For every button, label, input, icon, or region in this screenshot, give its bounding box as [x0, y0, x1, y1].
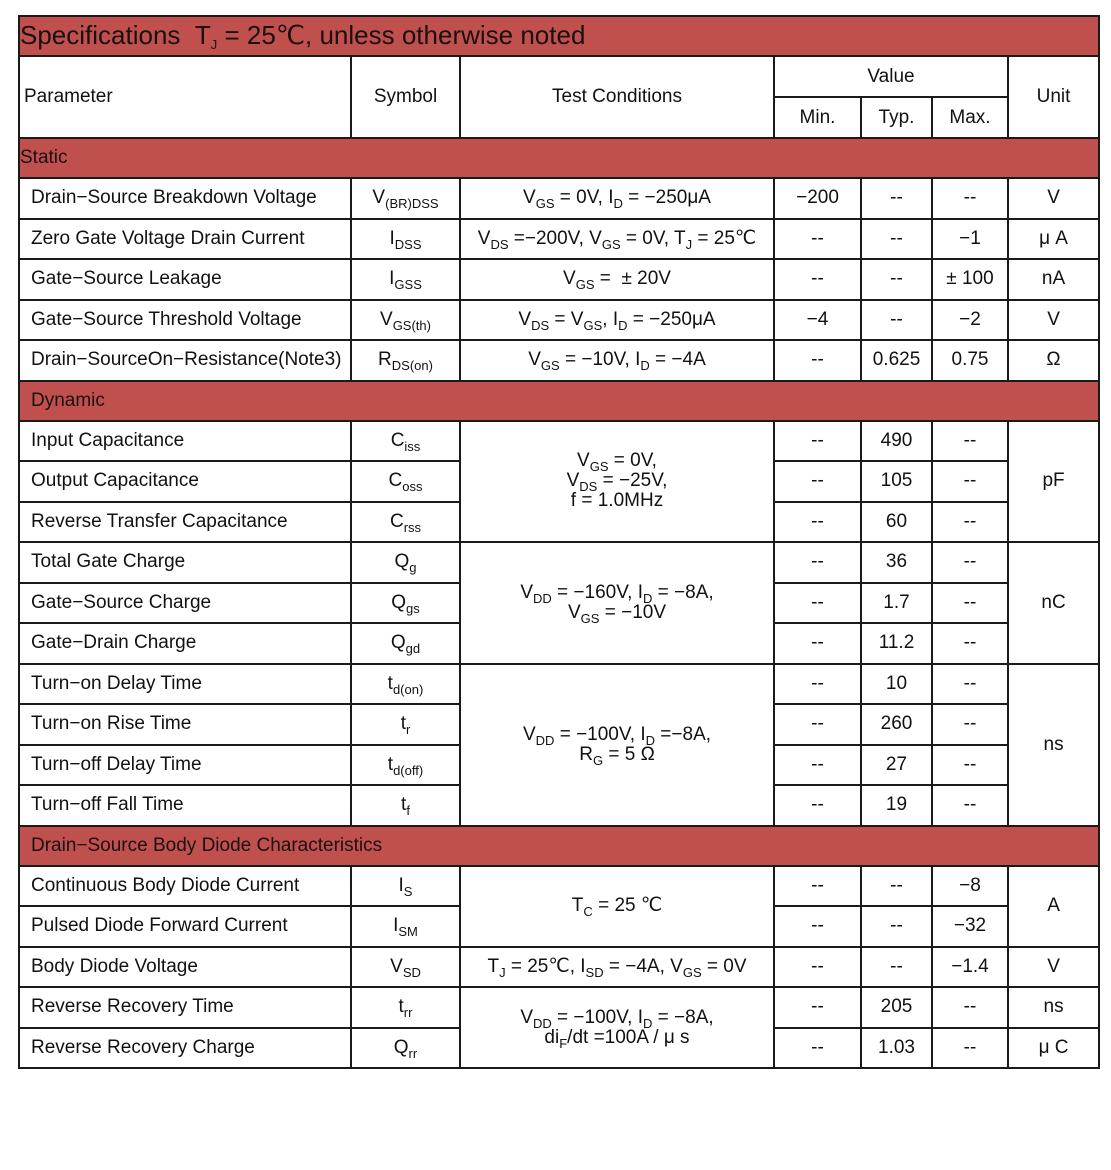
symbol-cell: $I_{GSS}$: [351, 259, 460, 300]
table-row: [19, 421, 1099, 462]
unit-cell: ns: [1008, 987, 1099, 1028]
parameter-cell: Turn−off Fall Time: [19, 785, 351, 826]
parameter-cell: Turn−on Delay Time: [19, 664, 351, 705]
typ-cell: 105: [861, 461, 932, 502]
header-row-top: [19, 56, 1099, 97]
section-body-diode: [19, 826, 1099, 866]
typ-cell: 205: [861, 987, 932, 1028]
parameter-cell: Continuous Body Diode Current: [19, 866, 351, 907]
typ-cell: --: [861, 866, 932, 907]
min-cell: --: [774, 461, 861, 502]
parameter-cell: Reverse Recovery Charge: [19, 1028, 351, 1069]
symbol-cell: $C_{iss}$: [351, 421, 460, 462]
max-cell: --: [932, 461, 1008, 502]
header-min: Min.: [774, 97, 861, 138]
max-cell: --: [932, 421, 1008, 462]
table-row: [19, 178, 1099, 219]
table-row: [19, 947, 1099, 988]
parameter-cell: Turn−off Delay Time: [19, 745, 351, 786]
table-row: [19, 542, 1099, 583]
symbol-cell: $t_{rr}$: [351, 987, 460, 1028]
parameter-cell: Input Capacitance: [19, 421, 351, 462]
max-cell: −32: [932, 906, 1008, 947]
unit-cell: V: [1008, 300, 1099, 341]
table-row: [19, 259, 1099, 300]
header-symbol: Symbol: [351, 56, 460, 138]
max-cell: --: [932, 745, 1008, 786]
parameter-cell: Reverse Recovery Time: [19, 987, 351, 1028]
max-cell: --: [932, 623, 1008, 664]
parameter-cell: Total Gate Charge: [19, 542, 351, 583]
min-cell: --: [774, 704, 861, 745]
unit-cell: nA: [1008, 259, 1099, 300]
typ-cell: --: [861, 178, 932, 219]
header-unit: Unit: [1008, 56, 1099, 138]
max-cell: −8: [932, 866, 1008, 907]
symbol-cell: $t_{d(off)}$: [351, 745, 460, 786]
min-cell: --: [774, 1028, 861, 1069]
parameter-cell: Zero Gate Voltage Drain Current: [19, 219, 351, 260]
header-parameter: Parameter: [19, 56, 351, 138]
unit-cell-switching: ns: [1008, 664, 1099, 826]
max-cell: --: [932, 785, 1008, 826]
typ-cell: --: [861, 300, 932, 341]
symbol-cell: $t_{d(on)}$: [351, 664, 460, 705]
section-dynamic-label: Dynamic: [19, 381, 1099, 421]
typ-cell: 1.03: [861, 1028, 932, 1069]
test-condition-cell: $V_{GS}$ = ± 20V: [460, 259, 774, 300]
specifications-table: [18, 15, 1100, 1069]
unit-cell-charge: nC: [1008, 542, 1099, 664]
min-cell: --: [774, 906, 861, 947]
table-row: [19, 340, 1099, 381]
header-test-conditions: Test Conditions: [460, 56, 774, 138]
symbol-cell: $V_{SD}$: [351, 947, 460, 988]
table-title: [19, 16, 1099, 56]
test-condition-cell: $V_{GS} = -10V$, $I_D = -4A$: [460, 340, 774, 381]
test-condition-cell: $V_{GS} = 0V$, $I_D = -250\mu A$: [460, 178, 774, 219]
max-cell: --: [932, 1028, 1008, 1069]
parameter-cell: Turn−on Rise Time: [19, 704, 351, 745]
header-typ: Typ.: [861, 97, 932, 138]
symbol-cell: $C_{rss}$: [351, 502, 460, 543]
parameter-cell: Drain−Source Breakdown Voltage: [19, 178, 351, 219]
test-condition-diode-current: $T_C = 25$ ℃: [460, 866, 774, 947]
typ-cell: 10: [861, 664, 932, 705]
parameter-cell: Reverse Transfer Capacitance: [19, 502, 351, 543]
test-condition-diode-voltage: $T_J$ = 25℃, $I_{SD} = -4A$, $V_{GS} = 0V$: [460, 947, 774, 988]
typ-cell: 1.7: [861, 583, 932, 624]
symbol-cell: $V_{GS(th)}$: [351, 300, 460, 341]
min-cell: --: [774, 866, 861, 907]
test-condition-charge: $V_{DD} = -160V$, $I_D = -8A$, $V_{GS} = -10V$: [460, 542, 774, 664]
test-condition-switching: $V_{DD} = -100V$, $I_D =-8A$, $R_G = 5$ Ω: [460, 664, 774, 826]
max-cell: --: [932, 704, 1008, 745]
title-main: Specifications: [20, 20, 181, 51]
parameter-cell: Gate−Source Charge: [19, 583, 351, 624]
max-cell: −1: [932, 219, 1008, 260]
typ-cell: 490: [861, 421, 932, 462]
min-cell: −4: [774, 300, 861, 341]
unit-cell: μ C: [1008, 1028, 1099, 1069]
header-max: Max.: [932, 97, 1008, 138]
parameter-cell: Gate−Drain Charge: [19, 623, 351, 664]
test-condition-cell: $V_{DS} =-200V$, $V_{GS} = 0V$, $T_J$ = 25℃: [460, 219, 774, 260]
min-cell: --: [774, 947, 861, 988]
max-cell: ± 100: [932, 259, 1008, 300]
typ-cell: 260: [861, 704, 932, 745]
min-cell: --: [774, 421, 861, 462]
unit-cell: μ A: [1008, 219, 1099, 260]
parameter-cell: Output Capacitance: [19, 461, 351, 502]
min-cell: --: [774, 623, 861, 664]
min-cell: --: [774, 340, 861, 381]
max-cell: --: [932, 502, 1008, 543]
min-cell: --: [774, 259, 861, 300]
min-cell: --: [774, 542, 861, 583]
header-value: Value: [774, 56, 1008, 97]
section-static-label: Static: [19, 138, 1099, 178]
symbol-cell: $Q_g$: [351, 542, 460, 583]
max-cell: −1.4: [932, 947, 1008, 988]
min-cell: --: [774, 583, 861, 624]
parameter-cell: Gate−Source Leakage: [19, 259, 351, 300]
section-static: [19, 138, 1099, 178]
symbol-cell: $t_r$: [351, 704, 460, 745]
min-cell: --: [774, 219, 861, 260]
symbol-cell: $R_{DS(on)}$: [351, 340, 460, 381]
typ-cell: 36: [861, 542, 932, 583]
unit-cell: V: [1008, 947, 1099, 988]
symbol-cell: $I_{DSS}$: [351, 219, 460, 260]
symbol-cell: $Q_{rr}$: [351, 1028, 460, 1069]
typ-cell: 27: [861, 745, 932, 786]
symbol-cell: $Q_{gs}$: [351, 583, 460, 624]
typ-cell: --: [861, 906, 932, 947]
parameter-cell: Body Diode Voltage: [19, 947, 351, 988]
symbol-cell: $C_{oss}$: [351, 461, 460, 502]
title-condition: $T_J$ = 25℃, unless otherwise noted: [194, 20, 586, 53]
unit-cell-diode-current: A: [1008, 866, 1099, 947]
table-row: [19, 866, 1099, 907]
parameter-cell: Pulsed Diode Forward Current: [19, 906, 351, 947]
symbol-cell: $I_{SM}$: [351, 906, 460, 947]
section-dynamic: [19, 381, 1099, 421]
typ-cell: 0.625: [861, 340, 932, 381]
table-row: [19, 219, 1099, 260]
min-cell: −200: [774, 178, 861, 219]
typ-cell: --: [861, 219, 932, 260]
typ-cell: --: [861, 259, 932, 300]
symbol-cell: $V_{(BR)DSS}$: [351, 178, 460, 219]
table-row: [19, 987, 1099, 1028]
table-title-row: [19, 16, 1099, 56]
max-cell: --: [932, 987, 1008, 1028]
min-cell: --: [774, 664, 861, 705]
max-cell: --: [932, 542, 1008, 583]
typ-cell: 60: [861, 502, 932, 543]
max-cell: --: [932, 178, 1008, 219]
min-cell: --: [774, 987, 861, 1028]
test-condition-cell: $V_{DS} = V_{GS}$, $I_D = -250\mu A$: [460, 300, 774, 341]
unit-cell-capacitance: pF: [1008, 421, 1099, 543]
table-row: [19, 664, 1099, 705]
parameter-cell: Drain−SourceOn−Resistance(Note3): [19, 340, 351, 381]
symbol-cell: $Q_{gd}$: [351, 623, 460, 664]
max-cell: --: [932, 583, 1008, 624]
symbol-cell: $I_S$: [351, 866, 460, 907]
max-cell: --: [932, 664, 1008, 705]
typ-cell: 11.2: [861, 623, 932, 664]
test-condition-recovery: $V_{DD} = -100V$, $I_D = -8A$, $di_F/dt =100A / \mu$ s: [460, 987, 774, 1068]
typ-cell: 19: [861, 785, 932, 826]
typ-cell: --: [861, 947, 932, 988]
test-condition-capacitance: $V_{GS} = 0V$, $V_{DS} = -25V$, f = 1.0MHz: [460, 421, 774, 543]
section-body-diode-label: Drain−Source Body Diode Characteristics: [19, 826, 1099, 866]
min-cell: --: [774, 785, 861, 826]
max-cell: 0.75: [932, 340, 1008, 381]
unit-cell: Ω: [1008, 340, 1099, 381]
min-cell: --: [774, 502, 861, 543]
table-row: [19, 300, 1099, 341]
parameter-cell: Gate−Source Threshold Voltage: [19, 300, 351, 341]
unit-cell: V: [1008, 178, 1099, 219]
max-cell: −2: [932, 300, 1008, 341]
min-cell: --: [774, 745, 861, 786]
symbol-cell: $t_f$: [351, 785, 460, 826]
